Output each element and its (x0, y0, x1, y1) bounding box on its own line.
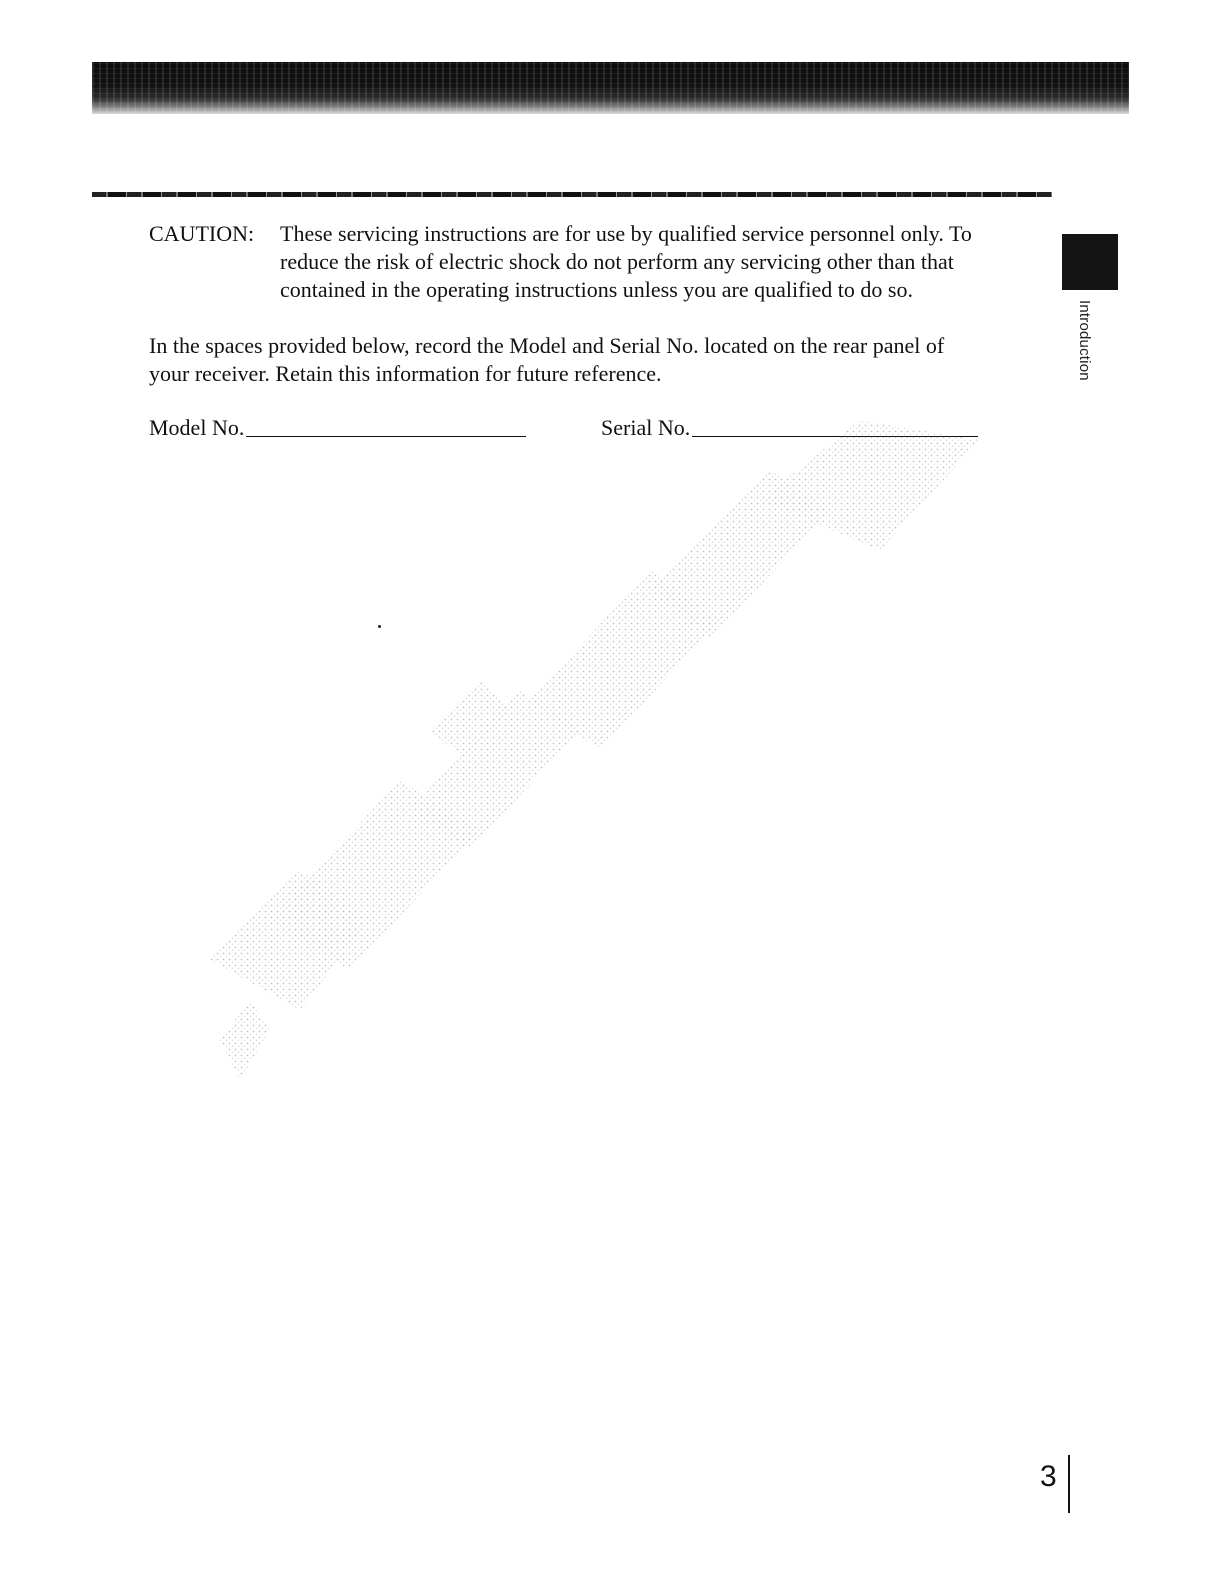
caution-line-3: contained in the operating instructions unless you are qualified to do so. (280, 277, 913, 302)
caution-line-1: These servicing instructions are for use by qualified service personnel only. To (280, 221, 972, 246)
page-number-rule (1068, 1455, 1070, 1513)
serial-number-label: Serial No. (601, 415, 691, 440)
header-rule (92, 192, 1052, 197)
model-number-label: Model No. (149, 415, 245, 440)
model-number-field (149, 414, 526, 442)
faint-watermark-image (180, 400, 1000, 1100)
stray-mark (378, 625, 381, 628)
caution-text (280, 220, 1040, 304)
section-tab-label: Introduction (1076, 300, 1093, 381)
caution-line-2: reduce the risk of electric shock do not perform any servicing other than that (280, 249, 954, 274)
caution-label: CAUTION: (149, 221, 255, 246)
record-line-2: your receiver. Retain this information for future reference. (149, 361, 662, 386)
section-tab-marker (1062, 234, 1118, 290)
serial-number-field (601, 414, 978, 442)
serial-number-blank[interactable] (692, 436, 978, 437)
header-banner (92, 62, 1129, 114)
page-number: 3 (1040, 1460, 1057, 1493)
record-line-1: In the spaces provided below, record the Model and Serial No. located on the rear panel of (149, 333, 945, 358)
record-instructions (149, 332, 1039, 388)
model-number-blank[interactable] (246, 436, 526, 437)
